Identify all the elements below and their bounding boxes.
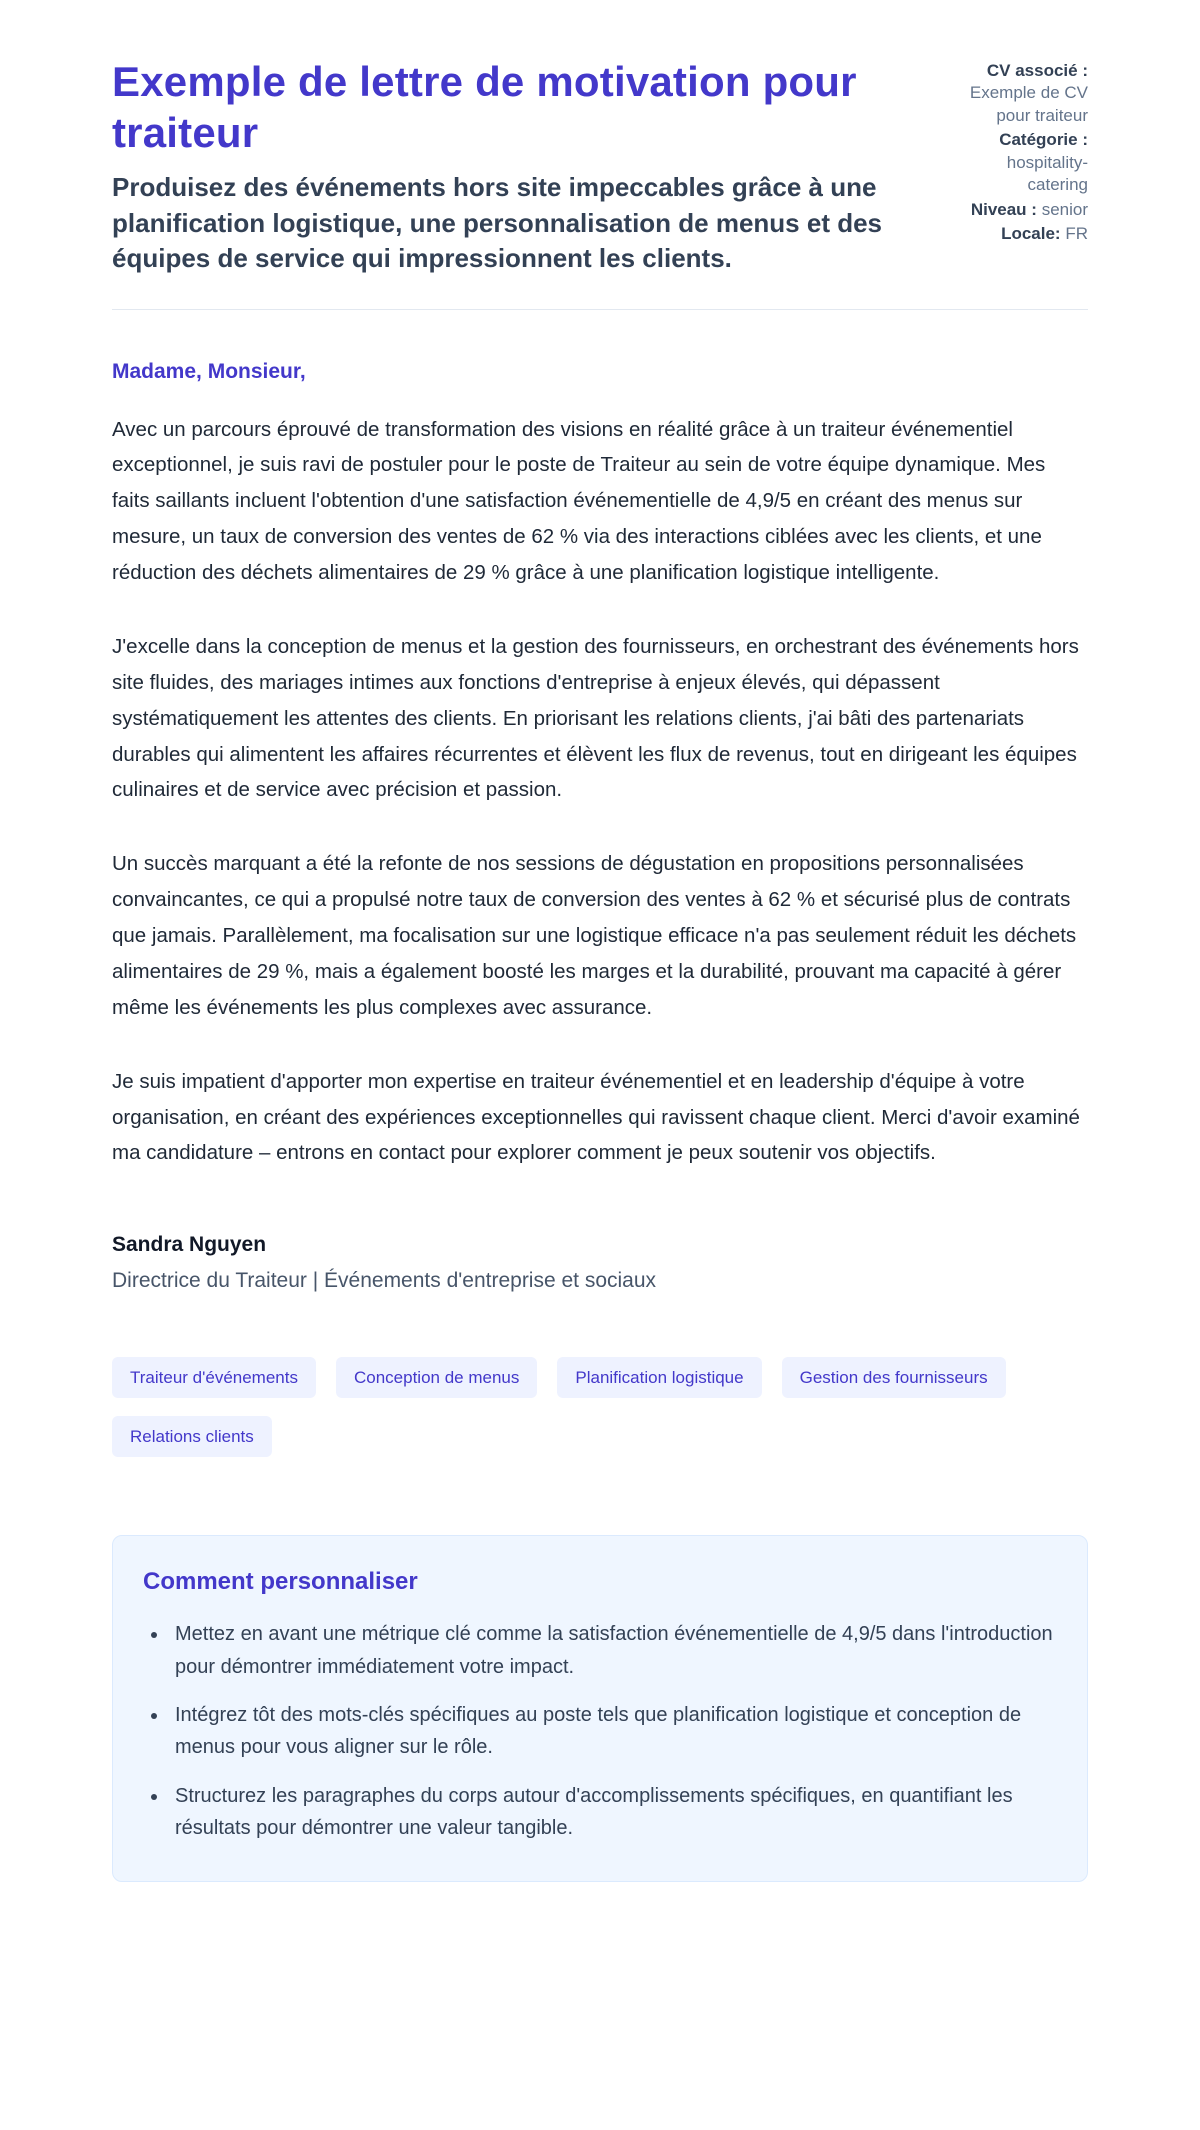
tag-menu-design: Conception de menus xyxy=(336,1357,537,1398)
tips-title: Comment personnaliser xyxy=(143,1568,418,1596)
tip-item-2: • Intégrez tôt des mots-clés spécifiques au poste tels que planification logistique et conception de menus pour vous aligner sur le rôle. xyxy=(169,1699,1053,1764)
meta-label: Locale: xyxy=(1001,224,1061,244)
tips-list xyxy=(143,1618,1053,1844)
tag-logistics-planning: Planification logistique xyxy=(557,1357,761,1398)
meta-value: Exemple de CV pour traiteur xyxy=(969,83,1088,125)
meta-panel xyxy=(966,56,1088,248)
divider xyxy=(112,309,1088,310)
meta-value: FR xyxy=(1065,224,1088,244)
letter-paragraph-2: J'excelle dans la conception de menus et la gestion des fournisseurs, en orchestrant des événements hors site fluides, des mariages intimes aux fonctions d'entreprise à enjeux élevés, qui dépassent systématiquement les attentes des clients. En priorisant les relations clients, j'ai bâti des partenariats durables qui alimentent les affaires récurrentes et élèvent les flux de revenus, tout en dirigeant les équipes culinaires et de service avec précision et passion. xyxy=(112,634,1079,802)
meta-value: senior xyxy=(1041,199,1088,219)
tips-box xyxy=(112,1535,1088,1881)
letter-paragraph-3: Un succès marquant a été la refonte de nos sessions de dégustation en propositions personnalisées convaincantes, ce qui a propulsé notre taux de conversion des ventes à 62 % et sécurisé plus de contrats que jamais. Parallèlement, ma focalisation sur une logistique efficace n'a pas seulement réduit les déchets alimentaires de 29 %, mais a également boosté les marges et la durabilité, prouvant ma capacité à gérer même les événements les plus complexes avec assurance. xyxy=(112,852,1077,1019)
tag-list xyxy=(112,1357,1012,1457)
meta-item-category xyxy=(966,129,1088,196)
meta-item-level xyxy=(966,199,1088,221)
page-subtitle: Produisez des événements hors site impeccables grâce à une planification logistique, une personnalisation de menus et des équipes de service qui impressionnent les clients. xyxy=(112,172,883,274)
meta-label: Catégorie : xyxy=(999,130,1088,150)
header xyxy=(112,56,1088,277)
tag-client-relations: Relations clients xyxy=(112,1416,272,1457)
tip-item-3: • Structurez les paragraphes du corps autour d'accomplissements spécifiques, en quantifiant les résultats pour démontrer une valeur tangible. xyxy=(169,1780,1053,1845)
header-left xyxy=(112,56,912,277)
tag-vendor-management: Gestion des fournisseurs xyxy=(782,1357,1006,1398)
letter-body xyxy=(112,360,1088,1294)
greeting: Madame, Monsieur, xyxy=(112,359,306,383)
page-title: Exemple de lettre de motivation pour traiteur xyxy=(112,58,857,157)
tag-event-catering: Traiteur d'événements xyxy=(112,1357,316,1398)
meta-label: Niveau : xyxy=(970,199,1037,219)
letter-paragraph-4: Je suis impatient d'apporter mon expertise en traiteur événementiel et en leadership d'équipe à votre organisation, en créant des expériences exceptionnelles qui ravissent chaque client. Merci d'avoir examiné ma candidature – entrons en contact pour explorer comment je peux soutenir vos objectifs. xyxy=(112,1069,1080,1165)
letter-paragraph-1: Avec un parcours éprouvé de transformation des visions en réalité grâce à un traiteur événementiel exceptionnel, je suis ravi de postuler pour le poste de Traiteur au sein de votre équipe dynamique. Mes faits saillants incluent l'obtention d'une satisfaction événementielle de 4,9/5 en créant des menus sur mesure, un taux de conversion des ventes de 62 % via des interactions ciblées avec les clients, et une réduction des déchets alimentaires de 29 % grâce à une planification logistique intelligente. xyxy=(112,417,1046,585)
tip-item-1: • Mettez en avant une métrique clé comme la satisfaction événementielle de 4,9/5 dans l'introduction pour démontrer immédiatement votre impact. xyxy=(169,1618,1053,1683)
signature-block xyxy=(112,1233,1088,1293)
meta-item-cv xyxy=(966,60,1088,127)
meta-value: hospitality-catering xyxy=(1006,152,1088,195)
signature-title: Directrice du Traiteur | Événements d'entreprise et sociaux xyxy=(112,1269,657,1293)
signature-name: Sandra Nguyen xyxy=(112,1233,267,1257)
meta-item-locale xyxy=(966,223,1088,245)
meta-label: CV associé : xyxy=(986,61,1088,80)
